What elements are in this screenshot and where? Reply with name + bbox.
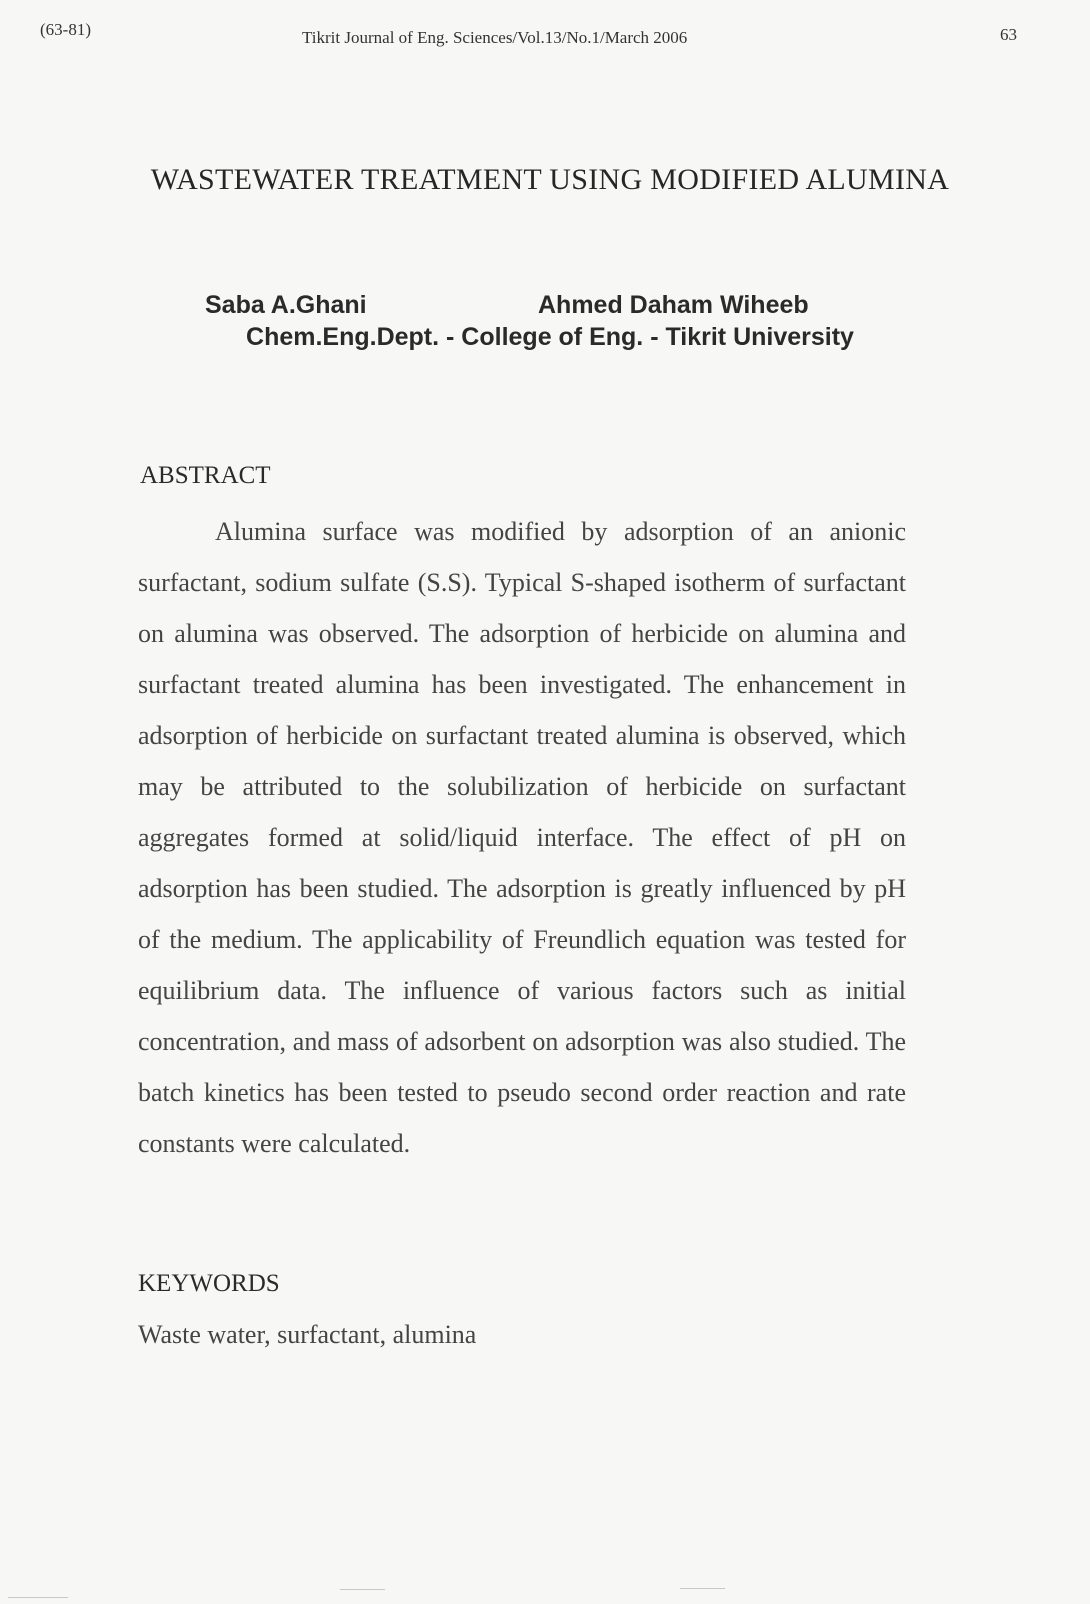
author-2: Ahmed Daham Wiheeb: [538, 291, 809, 319]
scan-mark: [8, 1597, 68, 1598]
journal-header: Tikrit Journal of Eng. Sciences/Vol.13/No.1/March 2006: [302, 28, 688, 47]
scan-mark: [680, 1588, 725, 1589]
abstract-text: Alumina surface was modified by adsorption of an anionic surfactant, sodium sulfate (S.S). Typical S-shaped isotherm of surfactant on alumina was observed. The adsorption of herbicide on alumina and surfactant treated alumina has been investigated. The enhancement in adsorption of herbicide on surfactant treated alumina is observed, which may be attributed to the solubilization of herbicide on surfactant aggregates formed at solid/liquid interface. The effect of pH on adsorption has been studied. The adsorption is greatly influenced by pH of the medium. The applicability of Freundlich equation was tested for equilibrium data. The influence of various factors such as initial concentration, and mass of adsorbent on adsorption was also studied. The batch kinetics has been tested to pseudo second order reaction and rate constants were calculated.: [138, 517, 906, 1158]
page-range: (63-81): [40, 20, 91, 39]
keywords-text: Waste water, surfactant, alumina: [138, 1320, 477, 1349]
abstract-heading: ABSTRACT: [140, 462, 271, 489]
affiliation: Chem.Eng.Dept. - College of Eng. - Tikrit University: [246, 323, 854, 351]
page-number: 63: [1000, 25, 1017, 44]
keywords-heading: KEYWORDS: [138, 1270, 280, 1297]
author-1: Saba A.Ghani: [205, 291, 367, 319]
scan-mark: [340, 1589, 385, 1590]
paper-title: WASTEWATER TREATMENT USING MODIFIED ALUMINA: [150, 163, 950, 196]
